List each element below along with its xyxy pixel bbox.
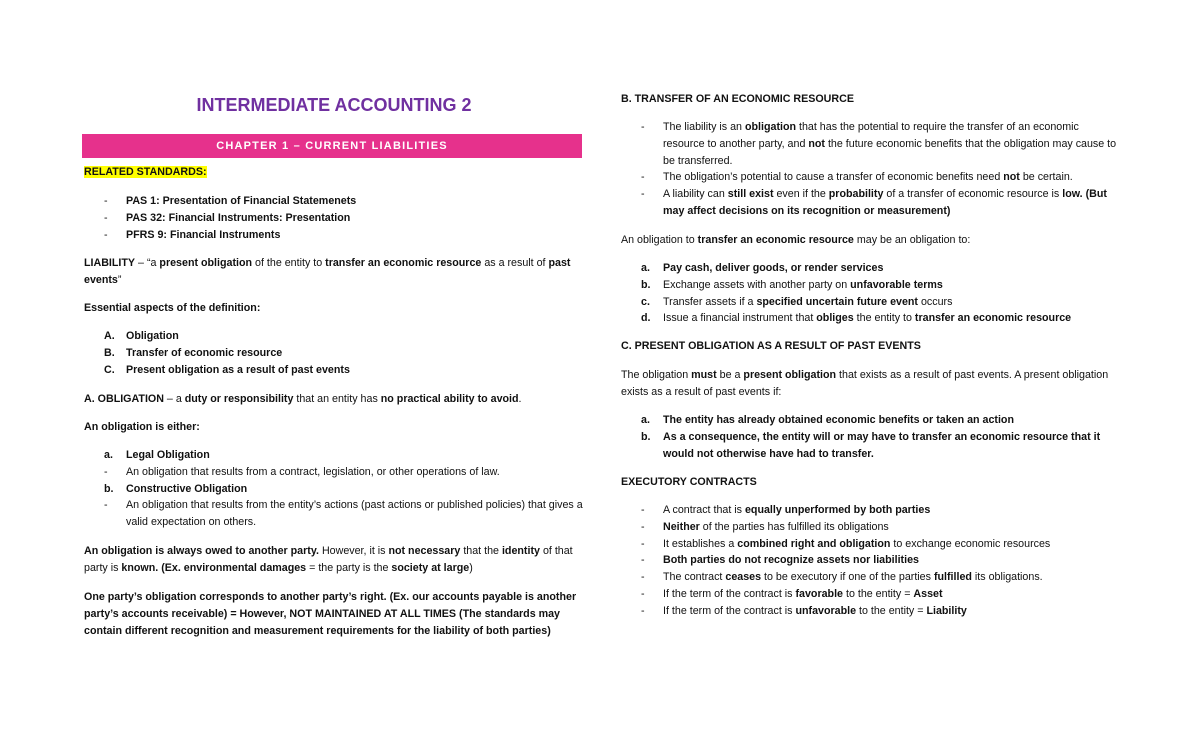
aspect-item: A. Obligation <box>104 330 179 342</box>
standard-item: - PFRS 9: Financial Instruments <box>104 228 281 241</box>
aspect-item: C. Present obligation as a result of past events <box>104 363 350 376</box>
obligation-definition: A. OBLIGATION – a duty or responsibility that an entity has no practical ability to avoid. <box>84 393 522 405</box>
obligation-type-desc: - An obligation that results from the entity’s actions (past actions or published policies) that gives a valid expectation on others. <box>104 499 583 529</box>
transfer-option-item: c. Transfer assets if a specified uncertain future event occurs <box>641 295 953 308</box>
condition-item: b. As a consequence, the entity will or may have to transfer an economic resource that it would not otherwise have had to transfer. <box>641 430 1101 460</box>
transfer-option-item: b. Exchange assets with another party on unfavorable terms <box>641 278 943 291</box>
owed-to-another-party: An obligation is always owed to another party. However, it is not necessary that the identity of that party is known. (Ex. environmental damages = the party is the society at large) <box>84 545 573 574</box>
transfer-option-item: a. Pay cash, deliver goods, or render services <box>641 262 884 274</box>
transfer-intro: An obligation to transfer an economic resource may be an obligation to: <box>621 234 971 246</box>
standard-item: - PAS 1: Presentation of Financial Statemenets <box>104 195 357 207</box>
transfer-resource-item: - The liability is an obligation that has the potential to require the transfer of an economic resource to another party, and not the future economic benefits that the obligation may cause to be transferred. <box>641 121 1117 167</box>
obligation-type-desc: - An obligation that results from a contract, legislation, or other operations of law. <box>104 465 500 478</box>
executory-item: - A contract that is equally unperformed by both parties <box>641 504 931 516</box>
aspect-item: B. Transfer of economic resource <box>104 346 283 359</box>
essential-aspects-list <box>84 328 584 378</box>
corresponding-rights-note: One party’s obligation corresponds to another party’s right. (Ex. our accounts payable is another party’s accounts receivable) = However, NOT MAINTAINED AT ALL TIMES (The standards may contain different recognition and measurement requirements for the liability of both parties) <box>84 591 577 637</box>
transfer-resource-list <box>621 119 1121 220</box>
obligation-types-list <box>84 447 584 531</box>
standards-list <box>84 193 584 243</box>
obligation-either-label: An obligation is either: <box>84 421 200 433</box>
present-obligation-conditions <box>621 412 1121 462</box>
obligation-type-item: b. Constructive Obligation <box>104 482 248 495</box>
executory-contracts-list <box>621 502 1121 620</box>
executory-item: - The contract ceases to be executory if one of the parties fulfilled its obligations. <box>641 571 1043 584</box>
related-standards-label: RELATED STANDARDS: <box>84 166 207 178</box>
executory-item: - It establishes a combined right and obligation to exchange economic resources <box>641 537 1051 550</box>
present-obligation-heading: C. PRESENT OBLIGATION AS A RESULT OF PAST EVENTS <box>621 340 921 352</box>
executory-contracts-heading: EXECUTORY CONTRACTS <box>621 476 757 488</box>
transfer-option-item: d. Issue a financial instrument that obliges the entity to transfer an economic resource <box>641 312 1072 325</box>
standard-item: - PAS 32: Financial Instruments: Presentation <box>104 211 351 224</box>
condition-item: a. The entity has already obtained economic benefits or taken an action <box>641 414 1014 426</box>
executory-item: - If the term of the contract is favorable to the entity = Asset <box>641 587 943 600</box>
executory-item: - Neither of the parties has fulfilled its obligations <box>641 520 889 533</box>
present-obligation-paragraph: The obligation must be a present obligation that exists as a result of past events. A present obligation exists as a result of past events if: <box>621 369 1109 398</box>
liability-definition: LIABILITY – “a present obligation of the entity to transfer an economic resource as a result of past events” <box>84 257 571 286</box>
transfer-resource-item: - The obligation’s potential to cause a transfer of economic benefits need not be certain. <box>641 171 1073 184</box>
essential-aspects-label: Essential aspects of the definition: <box>84 302 261 314</box>
transfer-resource-item: - A liability can still exist even if the probability of a transfer of economic resource is low. (But may affect decisions on its recognition or measurement) <box>641 188 1107 217</box>
executory-item: - Both parties do not recognize assets nor liabilities <box>641 554 919 567</box>
transfer-resource-heading: B. TRANSFER OF AN ECONOMIC RESOURCE <box>621 93 854 105</box>
document-title: INTERMEDIATE ACCOUNTING 2 <box>196 95 472 115</box>
obligation-type-item: a. Legal Obligation <box>104 449 210 461</box>
chapter-banner: CHAPTER 1 – CURRENT LIABILITIES <box>82 134 582 158</box>
executory-item: - If the term of the contract is unfavorable to the entity = Liability <box>641 604 967 617</box>
transfer-options-list <box>621 260 1121 327</box>
